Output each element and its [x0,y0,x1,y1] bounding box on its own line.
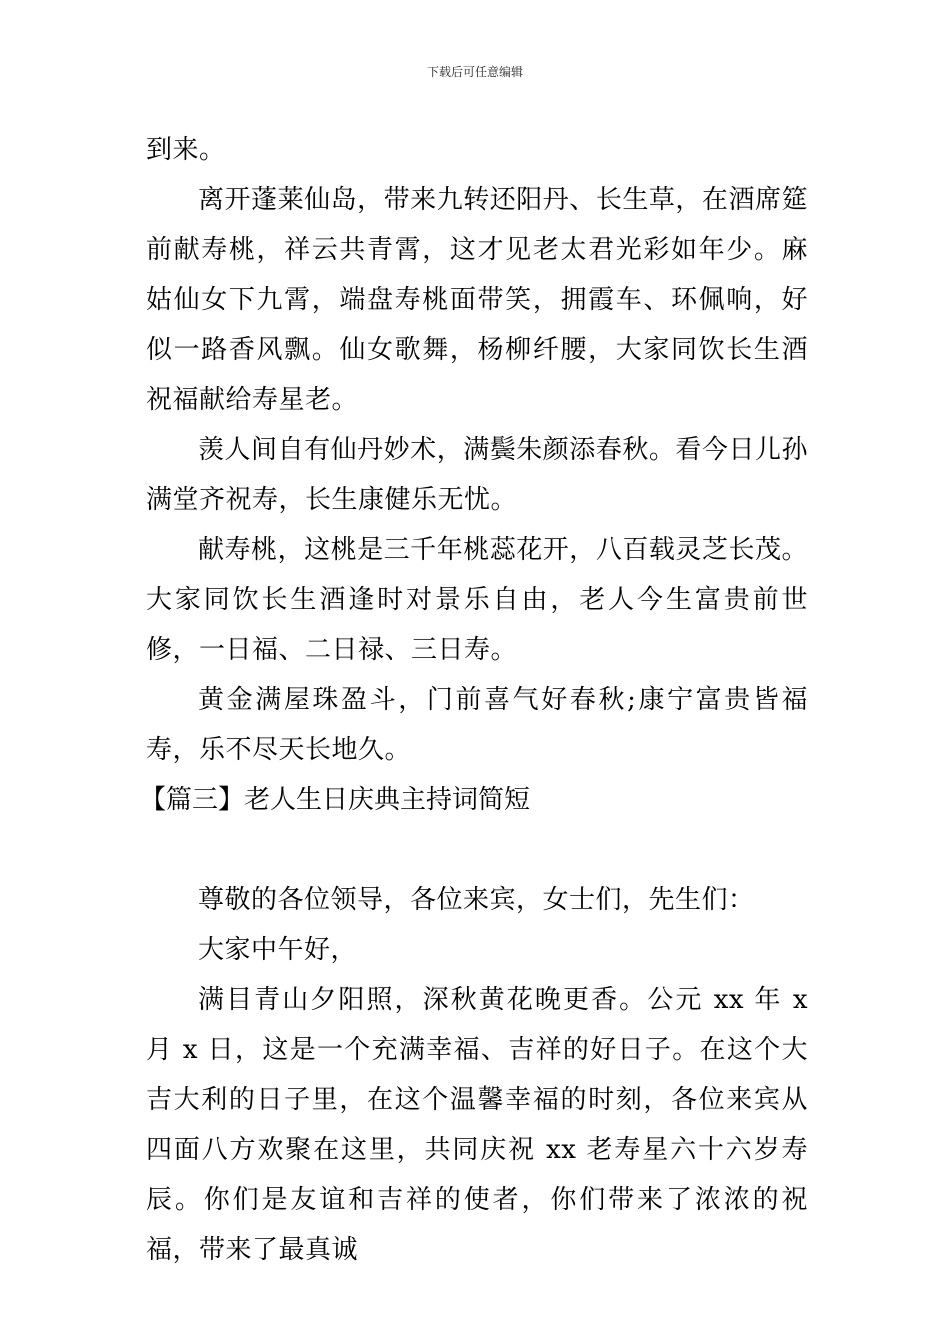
paragraph-elixir: 羡人间自有仙丹妙术，满鬓朱颜添春秋。看今日儿孙满堂齐祝寿，长生康健乐无忧。 [146,435,808,515]
document-body [140,125,808,1275]
paragraph-celebration: 满目青山夕阳照，深秋黄花晚更香。公元 xx 年 x 月 x 日，这是一个充满幸福、吉祥的好日子。在这个大吉大利的日子里，在这个温馨幸福的时刻，各位来宾从四面八方欢聚在这里，共同庆祝 xx 老寿星六十六岁寿辰。你们是友谊和吉祥的使者，你们带来了浓浓的祝福，带来了最真诚 [146,985,808,1265]
page-header: 下载后可任意编辑 [426,65,523,79]
section-heading: 【篇三】老人生日庆典主持词简短 [140,785,531,815]
paragraph-gold: 黄金满屋珠盈斗，门前喜气好春秋;康宁富贵皆福寿，乐不尽天长地久。 [146,685,808,765]
paragraph-good-noon: 大家中午好， [198,935,358,965]
paragraph-peach: 献寿桃，这桃是三千年桃蕊花开，八百载灵芝长茂。大家同饮长生酒逢时对景乐自由，老人今生富贵前世修，一日福、二日禄、三日寿。 [146,535,808,665]
paragraph-greeting: 尊敬的各位领导，各位来宾，女士们，先生们： [198,885,755,915]
paragraph-continuation: 到来。 [146,135,226,165]
spacer [146,825,808,875]
paragraph-penglai: 离开蓬莱仙岛，带来九转还阳丹、长生草，在酒席筵前献寿桃，祥云共青霄，这才见老太君光彩如年少。麻姑仙女下九霄，端盘寿桃面带笑，拥霞车、环佩响，好似一路香风飘。仙女歌舞，杨柳纤腰，大家同饮长生酒祝福献给寿星老。 [146,185,808,415]
